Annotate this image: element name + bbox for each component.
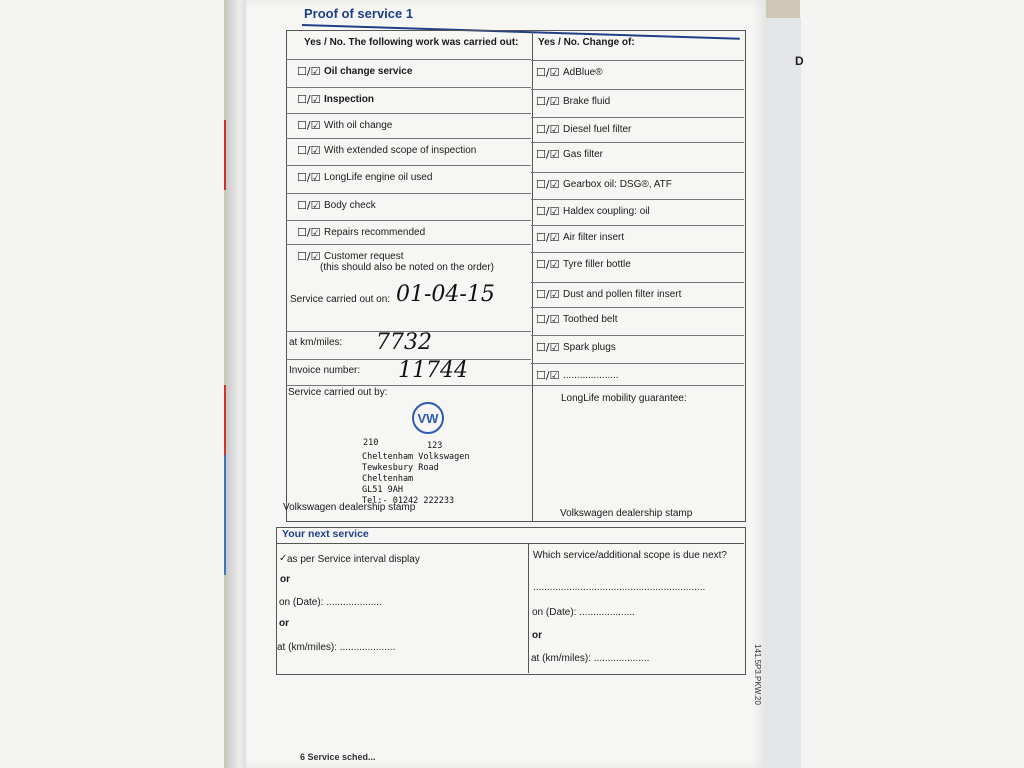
page-title: Proof of service 1 [304,6,414,21]
checkbox-icon: ☐/☑ [297,65,321,78]
vw-logo-stamp: VW [412,402,444,434]
stamp-number-left: 210 [363,438,379,448]
stamp-line-4: GL51 9AH [362,485,403,495]
invoice-value: 11744 [398,358,468,383]
next-service-left-5: at (km/miles): .................... [277,642,396,653]
checkbox-icon: ☐/☑ [297,199,321,212]
dealership-stamp-label-left: Volkswagen dealership stamp [283,502,416,513]
right-item-label: Dust and pollen filter insert [563,289,682,300]
dealership-stamp-label-right: Volkswagen dealership stamp [560,508,693,519]
divider [531,199,744,200]
divider [286,193,531,194]
next-service-right-2: .............................................................. [533,582,706,593]
carried-out-by-label: Service carried out by: [288,387,388,398]
next-service-rule [276,543,744,544]
divider [286,244,531,245]
checkbox-icon: ☐/☑ [536,95,560,108]
checkbox-icon: ☐/☑ [297,171,321,184]
background-right [800,0,1024,768]
right-item-label: Tyre filler bottle [563,259,631,270]
next-service-title: Your next service [282,528,369,540]
divider [531,172,744,173]
checkbox-icon: ☐/☑ [297,93,321,106]
checkbox-icon: ☐/☑ [536,123,560,136]
next-page-edge: D [760,18,801,768]
divider [531,307,744,308]
mileage-label: at km/miles: [289,337,343,348]
left-item-label: Body check [324,200,376,211]
checkbox-icon: ☐/☑ [297,226,321,239]
checkbox-icon: ☐/☑ [536,369,560,382]
next-service-left-4: or [279,618,289,629]
right-item-label: Gearbox oil: DSG®, ATF [563,179,672,190]
next-service-left-2: or [280,574,290,585]
stamp-line-2: Tewkesbury Road [362,463,439,473]
checkbox-icon: ☐/☑ [297,119,321,132]
checkbox-icon: ☐/☑ [536,66,560,79]
left-column-header: Yes / No. The following work was carried out: [304,37,519,48]
divider [531,363,744,364]
left-item-label: Customer request [324,251,404,262]
divider [531,282,744,283]
next-service-right-5: at (km/miles): .................... [531,653,650,664]
checkbox-icon: ☐/☑ [536,205,560,218]
checkbox-icon: ☐/☑ [536,258,560,271]
right-item-label: Toothed belt [563,314,618,325]
right-item-label: .................... [563,370,619,381]
next-service-right-3: on (Date): .................... [532,607,635,618]
divider [286,87,531,88]
next-service-divider [528,543,529,673]
divider [531,335,744,336]
next-service-right-4: or [532,630,542,641]
divider [286,165,531,166]
right-item-label: Diesel fuel filter [563,124,632,135]
left-item-label: With extended scope of inspection [324,145,477,156]
background-left [0,0,224,768]
checkbox-icon: ☐/☑ [297,250,321,263]
right-item-label: Brake fluid [563,96,611,107]
checkbox-icon: ☐/☑ [536,148,560,161]
divider [531,142,744,143]
next-service-left-3: on (Date): .................... [279,597,382,608]
divider [286,220,531,221]
stamp-line-1: Cheltenham Volkswagen [362,452,470,462]
divider [531,117,744,118]
checkbox-icon: ☐/☑ [536,231,560,244]
checkbox-icon: ☐/☑ [536,178,560,191]
left-item-label: Repairs recommended [324,227,426,238]
left-item-label: LongLife engine oil used [324,172,433,183]
next-service-left-1: as per Service interval display [287,554,420,565]
right-item-label: Spark plugs [563,342,616,353]
divider [531,89,744,90]
page-stack-edge [226,0,248,768]
mileage-value: 7732 [376,330,432,355]
divider [531,252,744,253]
longlife-label: LongLife mobility guarantee: [561,393,687,404]
checkbox-icon: ☐/☑ [536,341,560,354]
service-date-value: 01-04-15 [396,282,495,307]
divider [286,59,531,60]
stamp-number-right: 123 [427,441,443,451]
next-service-right-1: Which service/additional scope is due next? [533,550,727,561]
left-item-label: Oil change service [324,66,413,77]
divider [286,113,531,114]
checkbox-icon: ☐/☑ [536,313,560,326]
divider [531,60,744,61]
stamp-line-3: Cheltenham [362,474,414,484]
column-divider [532,31,533,521]
left-item-label: Inspection [324,94,375,105]
checkbox-icon: ☐/☑ [297,144,321,157]
right-item-label: Air filter insert [563,232,625,243]
left-item-sublabel: (this should also be noted on the order) [320,262,494,273]
invoice-label: Invoice number: [289,365,361,376]
next-service-check: ✓ [279,553,288,564]
left-item-label: With oil change [324,120,393,131]
divider [286,385,744,386]
page-footer: 6 Service sched... [300,752,376,762]
service-date-label: Service carried out on: [290,294,391,305]
right-item-label: Haldex coupling: oil [563,206,650,217]
right-item-label: AdBlue® [563,67,603,78]
checkbox-icon: ☐/☑ [536,288,560,301]
stamp-line-5: Tel:- 01242 222233 [362,496,455,506]
right-column-header: Yes / No. Change of: [538,37,635,48]
divider [531,225,744,226]
side-reference-code: 141.5P3.PKW.20 [753,644,762,705]
divider [286,138,531,139]
right-item-label: Gas filter [563,149,604,160]
